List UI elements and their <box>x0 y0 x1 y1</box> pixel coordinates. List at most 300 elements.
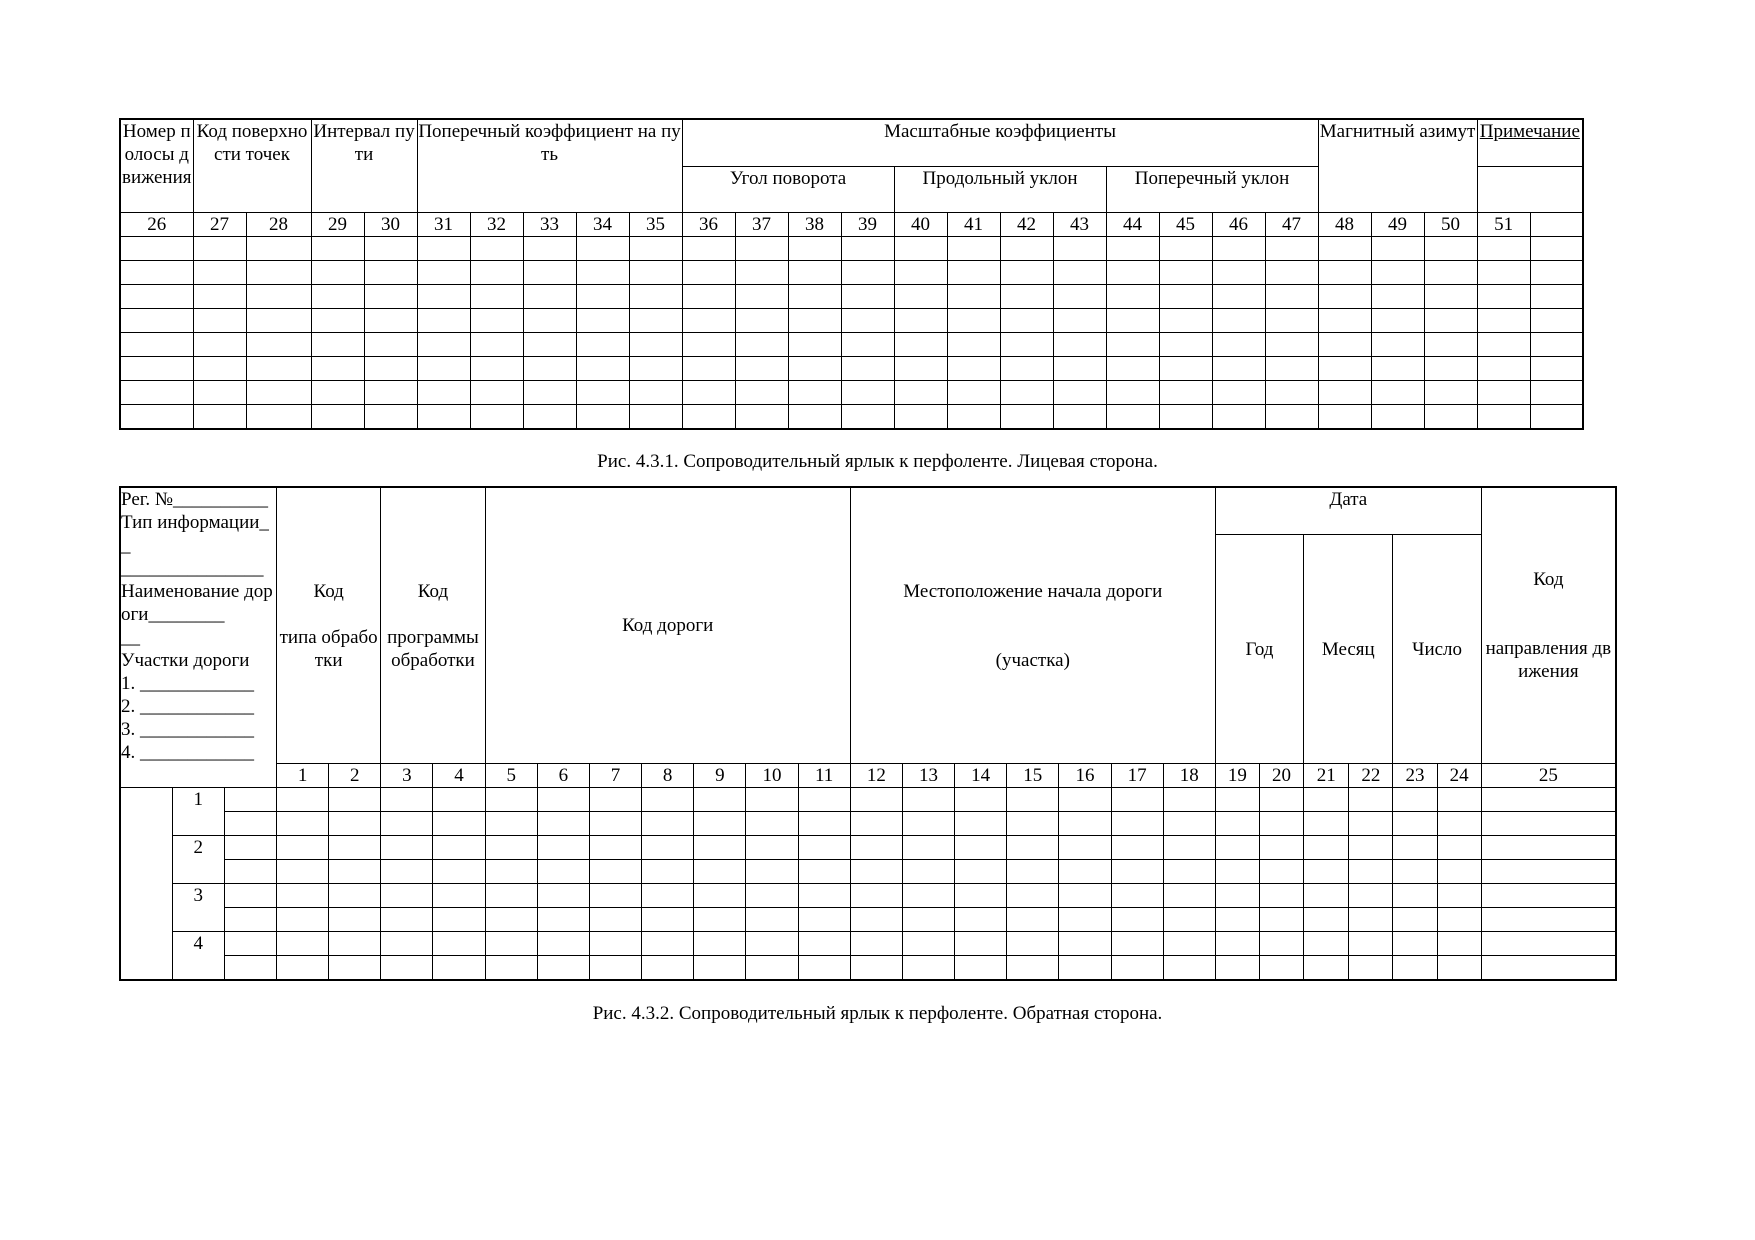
header-scale-coefficients: Масштабные коэффициенты <box>682 119 1318 167</box>
table-cell <box>682 405 735 430</box>
table-cell <box>523 333 576 357</box>
table-cell <box>1424 405 1477 430</box>
table-cell <box>224 884 276 908</box>
table-cell <box>642 836 694 860</box>
table-cell <box>1481 908 1616 932</box>
table-cell <box>417 357 470 381</box>
table-cell <box>1163 884 1215 908</box>
table-cell <box>1530 261 1583 285</box>
table-cell <box>1000 237 1053 261</box>
table-cell <box>694 836 746 860</box>
table-cell <box>894 357 947 381</box>
table-cell <box>788 333 841 357</box>
table-cell <box>1393 884 1437 908</box>
column-number: 28 <box>246 213 311 237</box>
section-label: 1 <box>172 788 224 836</box>
table-cell <box>311 357 364 381</box>
registration-info-block: Рег. №__________ Тип информации__ _______________ Наименование дороги________ __ Участки дороги 1. ____________ 2. ____________ 3. ____________ 4. ____________ <box>120 487 276 788</box>
table-cell <box>276 812 328 836</box>
table-cell <box>193 405 246 430</box>
table-cell <box>1111 788 1163 812</box>
table-cell <box>576 285 629 309</box>
table-cell <box>1259 812 1303 836</box>
table-cell <box>589 956 641 981</box>
table-cell <box>1000 309 1053 333</box>
table-cell <box>193 333 246 357</box>
header-magnetic-azimuth: Магнитный азимут <box>1318 119 1477 213</box>
column-number: 51 <box>1477 213 1530 237</box>
table-cell <box>947 237 1000 261</box>
table-cell <box>735 309 788 333</box>
table-cell <box>1159 357 1212 381</box>
table-cell <box>193 309 246 333</box>
table-cell <box>1059 836 1111 860</box>
table-cell <box>311 309 364 333</box>
table-cell <box>694 932 746 956</box>
table-cell <box>642 884 694 908</box>
table-cell <box>682 309 735 333</box>
table-cell <box>629 381 682 405</box>
header-month: Месяц <box>1304 535 1393 764</box>
table-cell <box>1437 908 1481 932</box>
table-cell <box>485 860 537 884</box>
table-cell <box>523 405 576 430</box>
table-cell <box>682 381 735 405</box>
column-number: 13 <box>902 764 954 788</box>
table-cell <box>246 309 311 333</box>
table-cell <box>694 956 746 981</box>
table-cell <box>1106 333 1159 357</box>
table-cell <box>1000 261 1053 285</box>
table-cell <box>1111 908 1163 932</box>
table-cell <box>537 860 589 884</box>
table-cell <box>276 836 328 860</box>
table-cell <box>381 788 433 812</box>
table-cell <box>735 333 788 357</box>
table-cell <box>902 956 954 981</box>
table-cell <box>193 261 246 285</box>
table-cell <box>1212 357 1265 381</box>
table-cell <box>246 261 311 285</box>
table-cell <box>364 261 417 285</box>
table-cell <box>902 836 954 860</box>
column-number: 7 <box>589 764 641 788</box>
table-cell <box>1111 836 1163 860</box>
table-cell <box>798 908 850 932</box>
table-cell <box>485 932 537 956</box>
table-cell <box>642 788 694 812</box>
table-cell <box>364 357 417 381</box>
header-surface-code: Код поверхности точек <box>193 119 311 213</box>
table-cell <box>894 237 947 261</box>
column-number: 1 <box>276 764 328 788</box>
table-cell <box>417 381 470 405</box>
section-label: 3 <box>172 884 224 932</box>
table-cell <box>1318 405 1371 430</box>
table-cell <box>246 333 311 357</box>
table-cell <box>1481 956 1616 981</box>
table-cell <box>1111 932 1163 956</box>
column-number: 9 <box>694 764 746 788</box>
table-cell <box>1215 812 1259 836</box>
table-cell <box>746 812 798 836</box>
table-cell <box>1349 884 1393 908</box>
table-cell <box>902 860 954 884</box>
table-cell <box>1318 285 1371 309</box>
table-cell <box>1215 932 1259 956</box>
table-cell <box>224 788 276 812</box>
table-cell <box>120 309 193 333</box>
back-side-table <box>119 486 1617 981</box>
table-cell <box>1053 261 1106 285</box>
table-cell <box>246 405 311 430</box>
table-cell <box>798 860 850 884</box>
table-cell <box>193 357 246 381</box>
table-cell <box>1530 357 1583 381</box>
header-turn-angle: Угол поворота <box>682 167 894 213</box>
table-cell <box>1212 261 1265 285</box>
table-cell <box>311 285 364 309</box>
table-cell <box>576 405 629 430</box>
table-cell <box>589 788 641 812</box>
table-cell <box>642 956 694 981</box>
table-cell <box>193 381 246 405</box>
column-number: 18 <box>1163 764 1215 788</box>
table-cell <box>1265 357 1318 381</box>
table-cell <box>1318 261 1371 285</box>
table-cell <box>1477 357 1530 381</box>
table-cell <box>1212 237 1265 261</box>
table-cell <box>902 908 954 932</box>
table-cell <box>1259 908 1303 932</box>
table-cell <box>1530 309 1583 333</box>
column-number: 32 <box>470 213 523 237</box>
table-cell <box>850 956 902 981</box>
front-side-table <box>119 118 1584 430</box>
table-cell <box>381 908 433 932</box>
table-cell <box>120 357 193 381</box>
table-cell <box>589 860 641 884</box>
table-cell <box>1111 956 1163 981</box>
table-cell <box>1393 788 1437 812</box>
table-cell <box>1053 285 1106 309</box>
table-cell <box>1349 836 1393 860</box>
table-cell <box>788 285 841 309</box>
table-cell <box>1477 333 1530 357</box>
table-cell <box>1106 405 1159 430</box>
table-cell <box>682 261 735 285</box>
table-cell <box>850 788 902 812</box>
table-cell <box>735 261 788 285</box>
header-transverse-coefficient: Поперечный коэффициент на путь <box>417 119 682 213</box>
table-cell <box>682 237 735 261</box>
table-cell <box>1318 357 1371 381</box>
section-label: 4 <box>172 932 224 981</box>
table-cell <box>955 812 1007 836</box>
table-cell <box>120 381 193 405</box>
table-cell <box>1530 237 1583 261</box>
table-cell <box>537 788 589 812</box>
table-cell <box>329 812 381 836</box>
column-number: 2 <box>329 764 381 788</box>
table-cell <box>329 908 381 932</box>
table-cell <box>523 237 576 261</box>
table-cell <box>364 309 417 333</box>
table-cell <box>841 309 894 333</box>
table-cell <box>1304 956 1349 981</box>
table-cell <box>364 405 417 430</box>
table-cell <box>788 237 841 261</box>
column-number: 16 <box>1059 764 1111 788</box>
column-number: 14 <box>955 764 1007 788</box>
table-cell <box>1007 836 1059 860</box>
table-cell <box>417 333 470 357</box>
table-cell <box>1059 788 1111 812</box>
table-cell <box>523 309 576 333</box>
table-cell <box>1481 812 1616 836</box>
table-cell <box>629 309 682 333</box>
table-row <box>120 812 1616 836</box>
table-cell <box>470 381 523 405</box>
table-cell <box>955 908 1007 932</box>
table-cell <box>537 908 589 932</box>
table-cell <box>224 860 276 884</box>
column-number-row <box>120 213 1583 237</box>
table-cell <box>798 884 850 908</box>
table-cell <box>470 333 523 357</box>
section-group-cell <box>120 788 172 981</box>
column-number <box>1530 213 1583 237</box>
front-blank-rows <box>120 237 1583 430</box>
table-row <box>120 932 1616 956</box>
table-cell <box>1437 860 1481 884</box>
table-cell <box>629 237 682 261</box>
table-cell <box>224 836 276 860</box>
table-cell <box>1159 285 1212 309</box>
table-cell <box>1007 932 1059 956</box>
column-number: 42 <box>1000 213 1053 237</box>
table-cell <box>1053 309 1106 333</box>
table-cell <box>1477 309 1530 333</box>
table-cell <box>523 285 576 309</box>
table-cell <box>682 333 735 357</box>
table-cell <box>311 261 364 285</box>
table-cell <box>1000 381 1053 405</box>
table-cell <box>1437 836 1481 860</box>
table-row <box>120 261 1583 285</box>
column-number: 24 <box>1437 764 1481 788</box>
table-cell <box>537 836 589 860</box>
column-number: 29 <box>311 213 364 237</box>
table-cell <box>1259 860 1303 884</box>
table-cell <box>746 956 798 981</box>
table-cell <box>798 812 850 836</box>
column-number: 39 <box>841 213 894 237</box>
table-cell <box>589 908 641 932</box>
table-cell <box>417 285 470 309</box>
table-cell <box>576 309 629 333</box>
table-cell <box>224 908 276 932</box>
table-cell <box>1318 309 1371 333</box>
table-cell <box>629 357 682 381</box>
table-cell <box>1481 788 1616 812</box>
table-cell <box>1437 932 1481 956</box>
column-number: 20 <box>1259 764 1303 788</box>
table-cell <box>589 932 641 956</box>
table-cell <box>642 932 694 956</box>
table-cell <box>576 237 629 261</box>
table-cell <box>1437 884 1481 908</box>
table-cell <box>955 788 1007 812</box>
table-cell <box>470 261 523 285</box>
table-cell <box>329 884 381 908</box>
column-number: 45 <box>1159 213 1212 237</box>
table-cell <box>485 908 537 932</box>
table-cell <box>1053 237 1106 261</box>
table-cell <box>1304 860 1349 884</box>
table-cell <box>1304 812 1349 836</box>
table-cell <box>433 860 485 884</box>
table-cell <box>381 860 433 884</box>
table-cell <box>1163 932 1215 956</box>
table-cell <box>1059 812 1111 836</box>
table-cell <box>902 812 954 836</box>
table-cell <box>955 884 1007 908</box>
table-cell <box>329 788 381 812</box>
header-transverse-slope: Поперечный уклон <box>1106 167 1318 213</box>
table-cell <box>841 261 894 285</box>
table-cell <box>1163 860 1215 884</box>
table-cell <box>1530 405 1583 430</box>
table-cell <box>1371 237 1424 261</box>
table-cell <box>850 884 902 908</box>
table-cell <box>1477 261 1530 285</box>
table-row <box>120 884 1616 908</box>
table-cell <box>1530 333 1583 357</box>
table-cell <box>381 932 433 956</box>
table-cell <box>1530 285 1583 309</box>
table-cell <box>629 285 682 309</box>
column-number: 37 <box>735 213 788 237</box>
table-cell <box>537 884 589 908</box>
table-cell <box>841 237 894 261</box>
table-cell <box>947 285 1000 309</box>
table-cell <box>1259 836 1303 860</box>
table-cell <box>433 788 485 812</box>
section-label: 2 <box>172 836 224 884</box>
figure-caption-back: Рис. 4.3.2. Сопроводительный ярлык к перфоленте. Обратная сторона. <box>592 1003 1163 1024</box>
table-cell <box>1259 956 1303 981</box>
table-cell <box>1304 884 1349 908</box>
table-cell <box>1163 788 1215 812</box>
table-cell <box>642 812 694 836</box>
table-cell <box>1106 261 1159 285</box>
table-cell <box>1371 405 1424 430</box>
table-cell <box>902 932 954 956</box>
table-cell <box>788 261 841 285</box>
table-cell <box>947 309 1000 333</box>
table-cell <box>470 309 523 333</box>
table-cell <box>1349 908 1393 932</box>
header-day: Число <box>1393 535 1481 764</box>
column-number: 12 <box>850 764 902 788</box>
table-cell <box>433 836 485 860</box>
table-cell <box>364 237 417 261</box>
table-cell <box>417 237 470 261</box>
table-cell <box>1265 333 1318 357</box>
table-cell <box>1424 309 1477 333</box>
table-cell <box>1053 333 1106 357</box>
table-cell <box>694 860 746 884</box>
table-cell <box>1007 884 1059 908</box>
column-number: 48 <box>1318 213 1371 237</box>
table-cell <box>894 261 947 285</box>
column-number: 31 <box>417 213 470 237</box>
table-cell <box>947 261 1000 285</box>
table-cell <box>1477 237 1530 261</box>
column-number: 43 <box>1053 213 1106 237</box>
table-cell <box>1215 908 1259 932</box>
table-cell <box>1393 836 1437 860</box>
column-number: 26 <box>120 213 193 237</box>
table-cell <box>485 836 537 860</box>
table-cell <box>1304 908 1349 932</box>
table-cell <box>246 357 311 381</box>
table-cell <box>1111 812 1163 836</box>
table-cell <box>902 884 954 908</box>
table-cell <box>894 381 947 405</box>
table-cell <box>1481 836 1616 860</box>
table-cell <box>1007 812 1059 836</box>
table-cell <box>224 812 276 836</box>
table-cell <box>364 333 417 357</box>
table-cell <box>364 285 417 309</box>
table-cell <box>682 285 735 309</box>
header-road-code: Код дороги <box>485 487 850 764</box>
table-cell <box>246 285 311 309</box>
table-cell <box>947 381 1000 405</box>
table-cell <box>1000 285 1053 309</box>
table-cell <box>841 405 894 430</box>
table-cell <box>735 405 788 430</box>
table-cell <box>1393 932 1437 956</box>
table-cell <box>433 884 485 908</box>
table-cell <box>850 932 902 956</box>
column-number: 10 <box>746 764 798 788</box>
table-cell <box>1424 333 1477 357</box>
table-cell <box>1530 381 1583 405</box>
table-cell <box>629 405 682 430</box>
table-cell <box>798 956 850 981</box>
table-cell <box>485 956 537 981</box>
table-cell <box>193 285 246 309</box>
table-cell <box>470 405 523 430</box>
table-cell <box>1059 884 1111 908</box>
column-number: 35 <box>629 213 682 237</box>
column-number: 30 <box>364 213 417 237</box>
table-cell <box>850 836 902 860</box>
table-cell <box>246 381 311 405</box>
table-cell <box>1163 908 1215 932</box>
table-cell <box>1215 884 1259 908</box>
table-cell <box>1007 908 1059 932</box>
table-cell <box>1265 237 1318 261</box>
table-cell <box>746 836 798 860</box>
table-cell <box>470 357 523 381</box>
table-cell <box>694 812 746 836</box>
table-cell <box>485 884 537 908</box>
table-cell <box>433 908 485 932</box>
